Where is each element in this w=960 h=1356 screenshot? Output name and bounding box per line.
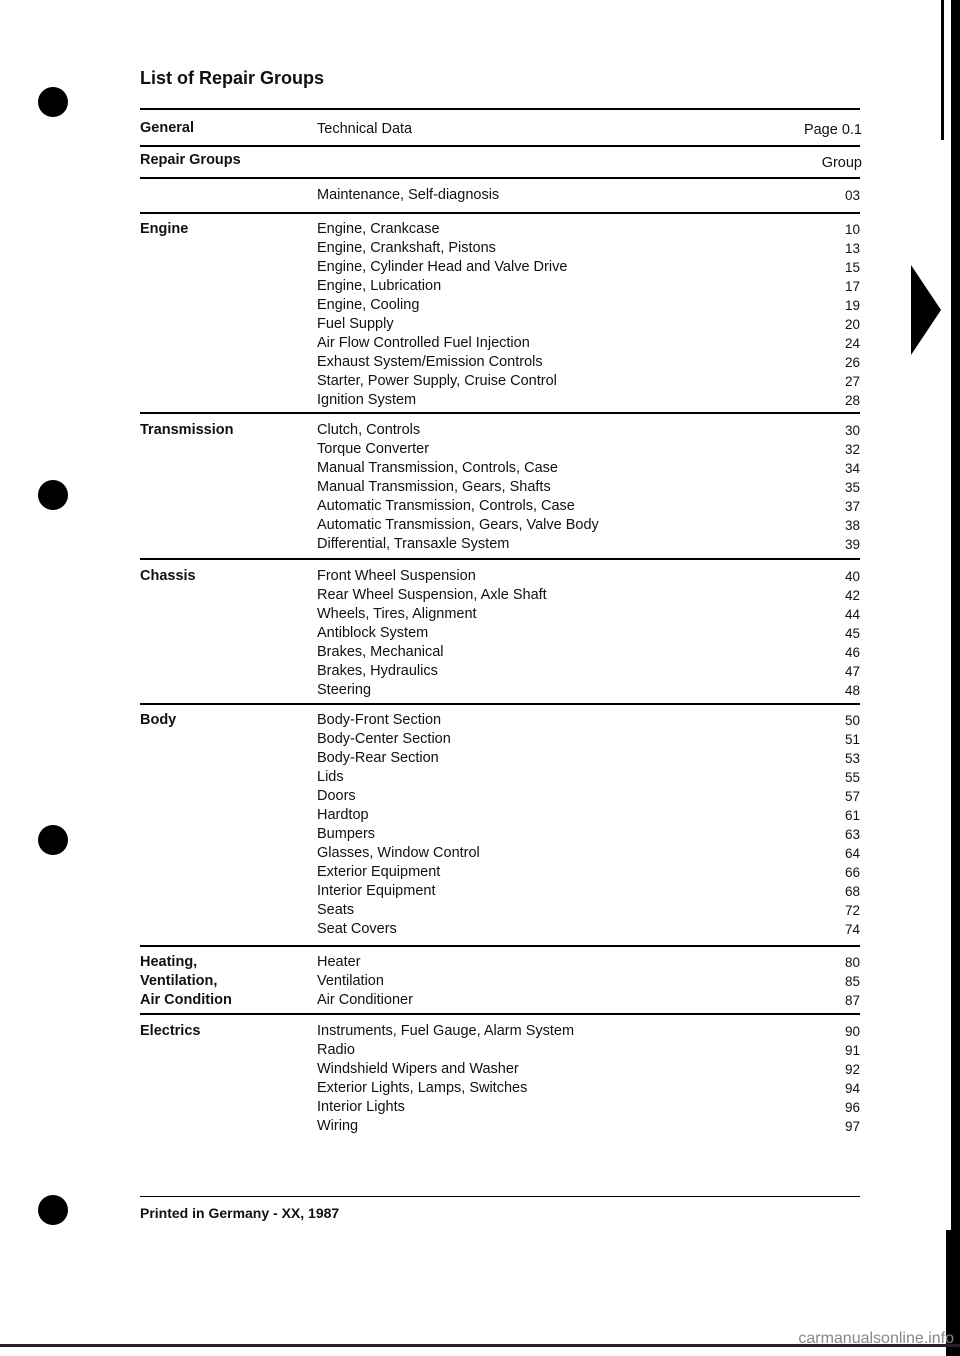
item-group-number: 91 — [844, 1043, 860, 1058]
list-item — [317, 844, 860, 863]
item-group-number: 94 — [844, 1081, 860, 1096]
list-item — [317, 624, 860, 643]
section-label-line: Air Condition — [140, 992, 232, 1008]
list-item — [317, 277, 860, 296]
list-item — [317, 749, 860, 768]
section-item-list — [317, 421, 860, 554]
item-name: Brakes, Mechanical — [317, 644, 444, 660]
section-item-list — [317, 1022, 860, 1136]
item-name: Doors — [317, 788, 356, 804]
list-item — [317, 882, 860, 901]
item-name: Clutch, Controls — [317, 422, 421, 438]
list-item — [317, 186, 860, 205]
item-group-number: 35 — [844, 480, 860, 495]
item-group-number: 90 — [844, 1024, 860, 1039]
item-group-number: 74 — [844, 922, 860, 937]
item-group-number: 27 — [844, 374, 860, 389]
item-name: Air Flow Controlled Fuel Injection — [317, 335, 530, 351]
item-group-number: 44 — [844, 607, 860, 622]
item-name: Radio — [317, 1042, 355, 1058]
list-item — [317, 372, 860, 391]
item-name: Body-Front Section — [317, 712, 442, 728]
section-label — [140, 421, 233, 440]
item-group-number: 26 — [844, 355, 860, 370]
general-page: Page 0.1 — [803, 122, 862, 138]
page-title: List of Repair Groups — [140, 68, 325, 88]
list-item — [317, 711, 860, 730]
item-name: Ventilation — [317, 973, 384, 989]
divider — [140, 1196, 860, 1197]
list-item — [317, 440, 860, 459]
item-group-number: 24 — [844, 336, 860, 351]
list-item — [317, 459, 860, 478]
section-item-list — [317, 220, 860, 410]
list-item — [317, 972, 860, 991]
item-name: Exterior Equipment — [317, 864, 441, 880]
group-column-header: Group — [821, 155, 862, 171]
list-item — [317, 920, 860, 939]
item-name: Heater — [317, 954, 361, 970]
list-item — [317, 1117, 860, 1136]
list-item — [317, 768, 860, 787]
item-group-number: 92 — [844, 1062, 860, 1077]
list-item — [317, 605, 860, 624]
list-item — [317, 1022, 860, 1041]
divider — [140, 108, 860, 110]
section-item-list — [317, 567, 860, 700]
item-group-number: 63 — [844, 827, 860, 842]
section-item-list — [317, 186, 860, 205]
list-item — [317, 730, 860, 749]
divider — [140, 212, 860, 214]
general-description: Technical Data — [317, 121, 413, 137]
divider — [140, 703, 860, 705]
item-name: Automatic Transmission, Gears, Valve Body — [317, 517, 599, 533]
list-item — [317, 643, 860, 662]
item-name: Seat Covers — [317, 921, 397, 937]
list-item — [317, 239, 860, 258]
item-group-number: 85 — [844, 974, 860, 989]
item-name: Manual Transmission, Controls, Case — [317, 460, 558, 476]
section-item-list — [317, 953, 860, 1010]
list-item — [317, 315, 860, 334]
item-group-number: 55 — [844, 770, 860, 785]
section-label — [140, 1022, 200, 1041]
item-name: Engine, Cooling — [317, 297, 420, 313]
list-item — [317, 296, 860, 315]
list-item — [317, 863, 860, 882]
footer-print-info: Printed in Germany - XX, 1987 — [140, 1205, 340, 1221]
item-name: Glasses, Window Control — [317, 845, 480, 861]
section-label-line: Heating, — [140, 954, 198, 970]
divider — [140, 177, 860, 179]
item-group-number: 61 — [844, 808, 860, 823]
divider — [140, 558, 860, 560]
item-name: Hardtop — [317, 807, 369, 823]
item-group-number: 42 — [844, 588, 860, 603]
item-name: Interior Lights — [317, 1099, 405, 1115]
item-name: Engine, Crankshaft, Pistons — [317, 240, 496, 256]
item-group-number: 32 — [844, 442, 860, 457]
item-name: Engine, Lubrication — [317, 278, 442, 294]
item-name: Body-Rear Section — [317, 750, 439, 766]
item-group-number: 80 — [844, 955, 860, 970]
divider — [140, 945, 860, 947]
item-group-number: 34 — [844, 461, 860, 476]
item-name: Bumpers — [317, 826, 376, 842]
item-group-number: 40 — [844, 569, 860, 584]
section-label — [140, 567, 196, 586]
divider — [140, 145, 860, 147]
section-label-line: Electrics — [140, 1023, 201, 1039]
list-item — [317, 953, 860, 972]
list-item — [317, 1041, 860, 1060]
list-item — [317, 1079, 860, 1098]
divider — [140, 1013, 860, 1015]
binder-hole — [38, 1195, 68, 1225]
item-group-number: 28 — [844, 393, 860, 408]
item-name: Automatic Transmission, Controls, Case — [317, 498, 575, 514]
item-group-number: 72 — [844, 903, 860, 918]
item-group-number: 66 — [844, 865, 860, 880]
list-item — [317, 421, 860, 440]
section-label-line: Engine — [140, 221, 189, 237]
list-item — [317, 535, 860, 554]
list-item — [317, 662, 860, 681]
item-group-number: 64 — [844, 846, 860, 861]
item-name: Engine, Cylinder Head and Valve Drive — [317, 259, 568, 275]
item-group-number: 20 — [844, 317, 860, 332]
item-group-number: 19 — [844, 298, 860, 313]
item-group-number: 47 — [844, 664, 860, 679]
page-edge — [951, 0, 960, 1356]
page-turn-arrow-icon — [911, 265, 941, 355]
general-label: General — [140, 120, 194, 136]
binder-hole — [38, 87, 68, 117]
item-name: Seats — [317, 902, 355, 918]
item-group-number: 30 — [844, 423, 860, 438]
item-name: Instruments, Fuel Gauge, Alarm System — [317, 1023, 575, 1039]
item-group-number: 97 — [844, 1119, 860, 1134]
item-name: Ignition System — [317, 392, 417, 408]
list-item — [317, 391, 860, 410]
item-group-number: 37 — [844, 499, 860, 514]
section-label — [140, 953, 232, 1010]
item-group-number: 46 — [844, 645, 860, 660]
list-item — [317, 825, 860, 844]
item-name: Wiring — [317, 1118, 359, 1134]
item-name: Fuel Supply — [317, 316, 394, 332]
item-group-number: 03 — [844, 188, 860, 203]
section-label-line: Ventilation, — [140, 973, 218, 989]
item-group-number: 38 — [844, 518, 860, 533]
item-name: Brakes, Hydraulics — [317, 663, 438, 679]
list-item — [317, 1060, 860, 1079]
list-item — [317, 806, 860, 825]
list-item — [317, 353, 860, 372]
list-item — [317, 258, 860, 277]
list-item — [317, 586, 860, 605]
item-name: Air Conditioner — [317, 992, 413, 1008]
item-group-number: 51 — [844, 732, 860, 747]
item-name: Exhaust System/Emission Controls — [317, 354, 543, 370]
item-name: Exterior Lights, Lamps, Switches — [317, 1080, 528, 1096]
section-label-line: Transmission — [140, 422, 234, 438]
item-name: Windshield Wipers and Washer — [317, 1061, 519, 1077]
item-name: Steering — [317, 682, 372, 698]
list-item — [317, 787, 860, 806]
item-group-number: 39 — [844, 537, 860, 552]
item-group-number: 96 — [844, 1100, 860, 1115]
page-edge — [941, 0, 944, 140]
item-name: Starter, Power Supply, Cruise Control — [317, 373, 557, 389]
binder-hole — [38, 480, 68, 510]
item-name: Interior Equipment — [317, 883, 436, 899]
item-group-number: 45 — [844, 626, 860, 641]
item-group-number: 15 — [844, 260, 860, 275]
list-item — [317, 516, 860, 535]
watermark: carmanualsonline.info — [798, 1330, 954, 1347]
item-name: Rear Wheel Suspension, Axle Shaft — [317, 587, 547, 603]
section-item-list — [317, 711, 860, 939]
list-item — [317, 567, 860, 586]
list-item — [317, 478, 860, 497]
list-item — [317, 220, 860, 239]
binder-hole — [38, 825, 68, 855]
item-name: Differential, Transaxle System — [317, 536, 510, 552]
section-label — [140, 711, 176, 730]
item-group-number: 53 — [844, 751, 860, 766]
list-item — [317, 901, 860, 920]
item-group-number: 17 — [844, 279, 860, 294]
item-group-number: 57 — [844, 789, 860, 804]
item-name: Antiblock System — [317, 625, 429, 641]
item-name: Body-Center Section — [317, 731, 451, 747]
item-name: Lids — [317, 769, 344, 785]
item-group-number: 10 — [844, 222, 860, 237]
item-name: Front Wheel Suspension — [317, 568, 476, 584]
item-name: Engine, Crankcase — [317, 221, 440, 237]
section-label-line: Body — [140, 712, 177, 728]
item-name: Manual Transmission, Gears, Shafts — [317, 479, 551, 495]
item-name: Torque Converter — [317, 441, 430, 457]
list-item — [317, 1098, 860, 1117]
item-group-number: 68 — [844, 884, 860, 899]
section-label-line: Chassis — [140, 568, 196, 584]
item-group-number: 87 — [844, 993, 860, 1008]
item-name: Wheels, Tires, Alignment — [317, 606, 477, 622]
item-group-number: 50 — [844, 713, 860, 728]
list-item — [317, 334, 860, 353]
list-item — [317, 497, 860, 516]
item-group-number: 13 — [844, 241, 860, 256]
item-group-number: 48 — [844, 683, 860, 698]
section-label — [140, 220, 188, 239]
divider — [140, 412, 860, 414]
repair-groups-label: Repair Groups — [140, 152, 241, 168]
item-name: Maintenance, Self-diagnosis — [317, 187, 500, 203]
list-item — [317, 681, 860, 700]
list-item — [317, 991, 860, 1010]
